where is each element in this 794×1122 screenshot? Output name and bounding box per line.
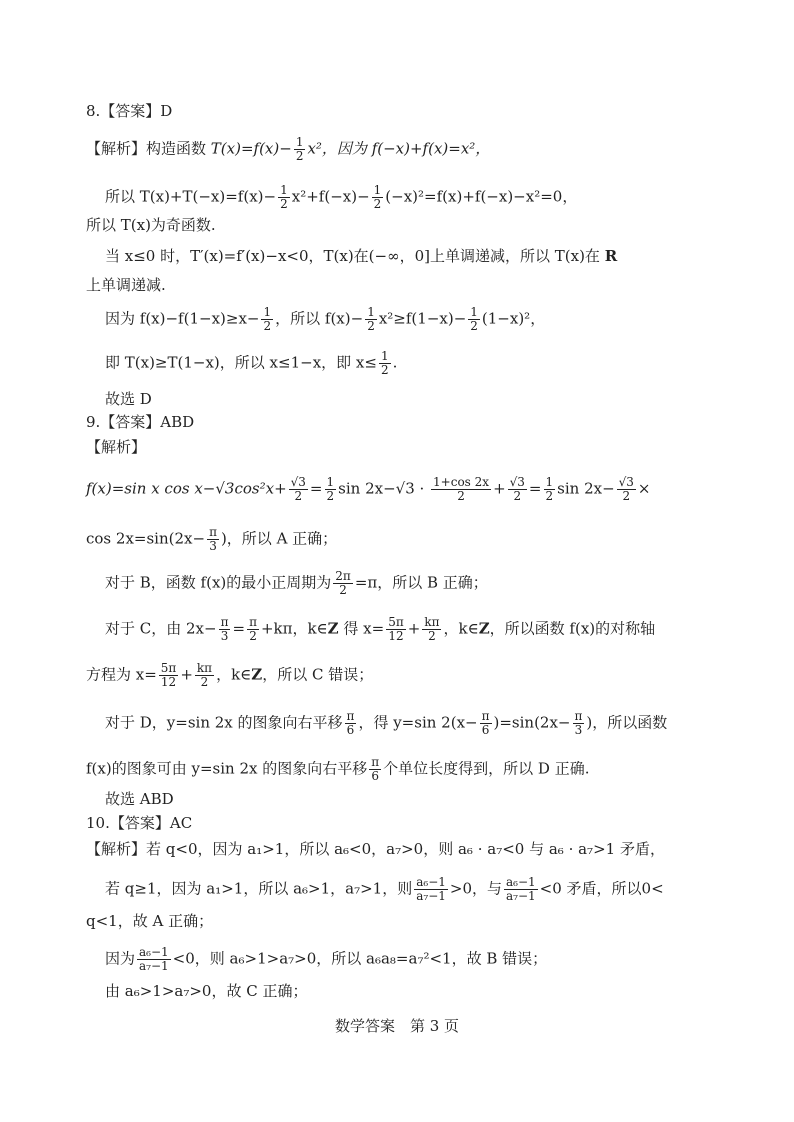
fraction: $\frac{√3}{2}$ <box>290 475 306 503</box>
fraction: $\frac{\text{a₆−1}}{\text{a₇−1}}$ <box>139 945 169 973</box>
fraction: $\frac{\pi}{2}$ <box>249 615 257 643</box>
q10-line-5: 由 a₆>1>a₇>0，故 C 正确； <box>105 982 308 1000</box>
q8-line-1: 【解析】构造函数 T(x)=f(x)− $\frac{1}{2}$ x²，因为 f(−x)+f(x)=x²， <box>86 135 491 163</box>
fraction: $\frac{k\pi}{2}$ <box>196 661 213 689</box>
q9-option-d-2: f(x)的图象可由 y=sin 2x 的图象向右平移 $\frac{\pi}{6}$ 个单位长度得到，所以 D 正确. <box>86 755 590 783</box>
q9-conclusion: 故选 ABD <box>105 790 174 808</box>
fraction: $\frac{1}{2}$ <box>280 183 288 211</box>
fraction: $\frac{\pi}{3}$ <box>574 709 583 737</box>
q10-line-4: 因为 $\frac{\text{a₆−1}}{\text{a₇−1}}$ <0，则 a₆>1>a₇>0，所以 a₆a₈=a₇²<1，故 B 错误； <box>105 945 548 973</box>
page-footer: 数学答案 第 3 页 <box>334 1017 460 1035</box>
fraction: $\frac{\text{a₆−1}}{\text{a₇−1}}$ <box>506 875 536 903</box>
fraction: $\frac{1}{2}$ <box>380 349 389 377</box>
q9-option-d: 对于 D，y=sin 2x 的图象向右平移 $\frac{\pi}{6}$ ，得 y=sin 2(x− $\frac{\pi}{6}$ )=sin(2x− $\frac{\pi}{3}$ )，所以函数 <box>105 709 668 737</box>
q8-line-6: 因为 f(x)−f(1−x)≥x− $\frac{1}{2}$ ，所以 f(x)− $\frac{1}{2}$ x²≥f(1−x)− $\frac{1}{2}$ (1−x)²， <box>105 305 546 333</box>
fraction: $\frac{k\pi}{2}$ <box>424 615 440 643</box>
q8-line-4: 当 x≤0 时，T′(x)=f′(x)−x<0，T(x)在(−∞，0]上单调递减，所以 T(x)在 R <box>105 247 618 265</box>
q10-line-1: 【解析】若 q<0，因为 a₁>1，所以 a₆<0，a₇>0，则 a₆ · a₇<0 与 a₆ · a₇>1 矛盾， <box>86 840 665 858</box>
fraction: $\frac{1}{2}$ <box>545 475 554 503</box>
q9-header: 9.【答案】ABD <box>86 413 195 431</box>
fraction: $\frac{\pi}{6}$ <box>371 755 380 783</box>
fraction: $\frac{5\pi}{12}$ <box>388 615 404 643</box>
q9-option-c: 对于 C，由 2x− $\frac{\pi}{3}$ = $\frac{\pi}{2}$ +kπ，k∈Z 得 x= $\frac{5\pi}{12}$ + $\frac{k\pi}{2}$ ，k∈Z，所以函数 f(x)的对称轴 <box>105 615 656 643</box>
q10-header: 10.【答案】AC <box>86 814 193 832</box>
q8-line-5: 上单调递减. <box>86 276 166 294</box>
q8-line-2: 所以 T(x)+T(−x)=f(x)− $\frac{1}{2}$ x²+f(−x)− $\frac{1}{2}$ (−x)²=f(x)+f(−x)−x²=0， <box>105 183 578 211</box>
q10-line-2: 若 q≥1，因为 a₁>1，所以 a₆>1，a₇>1，则 $\frac{\text{a₆−1}}{\text{a₇−1}}$ >0，与 $\frac{\text{a₆−1}}{\text{a₇−1}}$ <0 矛盾，所以0< <box>105 875 664 903</box>
fraction: $\frac{1}{2}$ <box>295 135 304 163</box>
q8-header: 8.【答案】D <box>86 102 173 120</box>
q9-formula-1: f(x)=sin x cos x−√3cos²x+ $\frac{√3}{2}$ = $\frac{1}{2}$ sin 2x−√3 · $\frac{1+\cos 2x}{2}$ + $\frac{√3}{2}$ = $\frac{1}{2}$ sin 2x− $\frac{√3}{2}$ × <box>86 475 651 503</box>
q9-option-b: 对于 B，函数 f(x)的最小正周期为 $\frac{2\pi}{2}$ =π，所以 B 正确； <box>105 569 488 597</box>
fraction: $\frac{1}{2}$ <box>367 305 375 333</box>
q8-line-7: 即 T(x)≥T(1−x)，所以 x≤1−x，即 x≤ $\frac{1}{2}$ . <box>105 349 398 377</box>
fraction: $\frac{2\pi}{2}$ <box>335 569 351 597</box>
fraction: $\frac{1}{2}$ <box>470 305 478 333</box>
q8-line-3: 所以 T(x)为奇函数. <box>86 216 216 234</box>
fraction: $\frac{1}{2}$ <box>263 305 272 333</box>
fraction: $\frac{1}{2}$ <box>373 183 382 211</box>
fraction: $\frac{1}{2}$ <box>326 475 335 503</box>
fraction: $\frac{√3}{2}$ <box>509 475 525 503</box>
q9-formula-2: cos 2x=sin(2x− $\frac{\pi}{3}$ )，所以 A 正确； <box>86 525 338 553</box>
q10-line-3: q<1，故 A 正确； <box>86 912 214 930</box>
q9-analysis-label: 【解析】 <box>86 438 147 456</box>
fraction: $\frac{\pi}{3}$ <box>220 615 229 643</box>
fraction: $\frac{1+\cos 2x}{2}$ <box>433 475 490 503</box>
fraction: $\frac{\pi}{3}$ <box>209 525 217 553</box>
fraction: $\frac{5\pi}{12}$ <box>160 661 177 689</box>
q9-option-c-2: 方程为 x= $\frac{5\pi}{12}$ + $\frac{k\pi}{2}$ ，k∈Z，所以 C 错误； <box>86 661 374 689</box>
fraction: $\frac{\text{a₆−1}}{\text{a₇−1}}$ <box>416 875 446 903</box>
fraction: $\frac{\pi}{6}$ <box>481 709 490 737</box>
fraction: $\frac{\pi}{6}$ <box>346 709 355 737</box>
fraction: $\frac{√3}{2}$ <box>618 475 634 503</box>
q8-conclusion: 故选 D <box>105 390 152 408</box>
